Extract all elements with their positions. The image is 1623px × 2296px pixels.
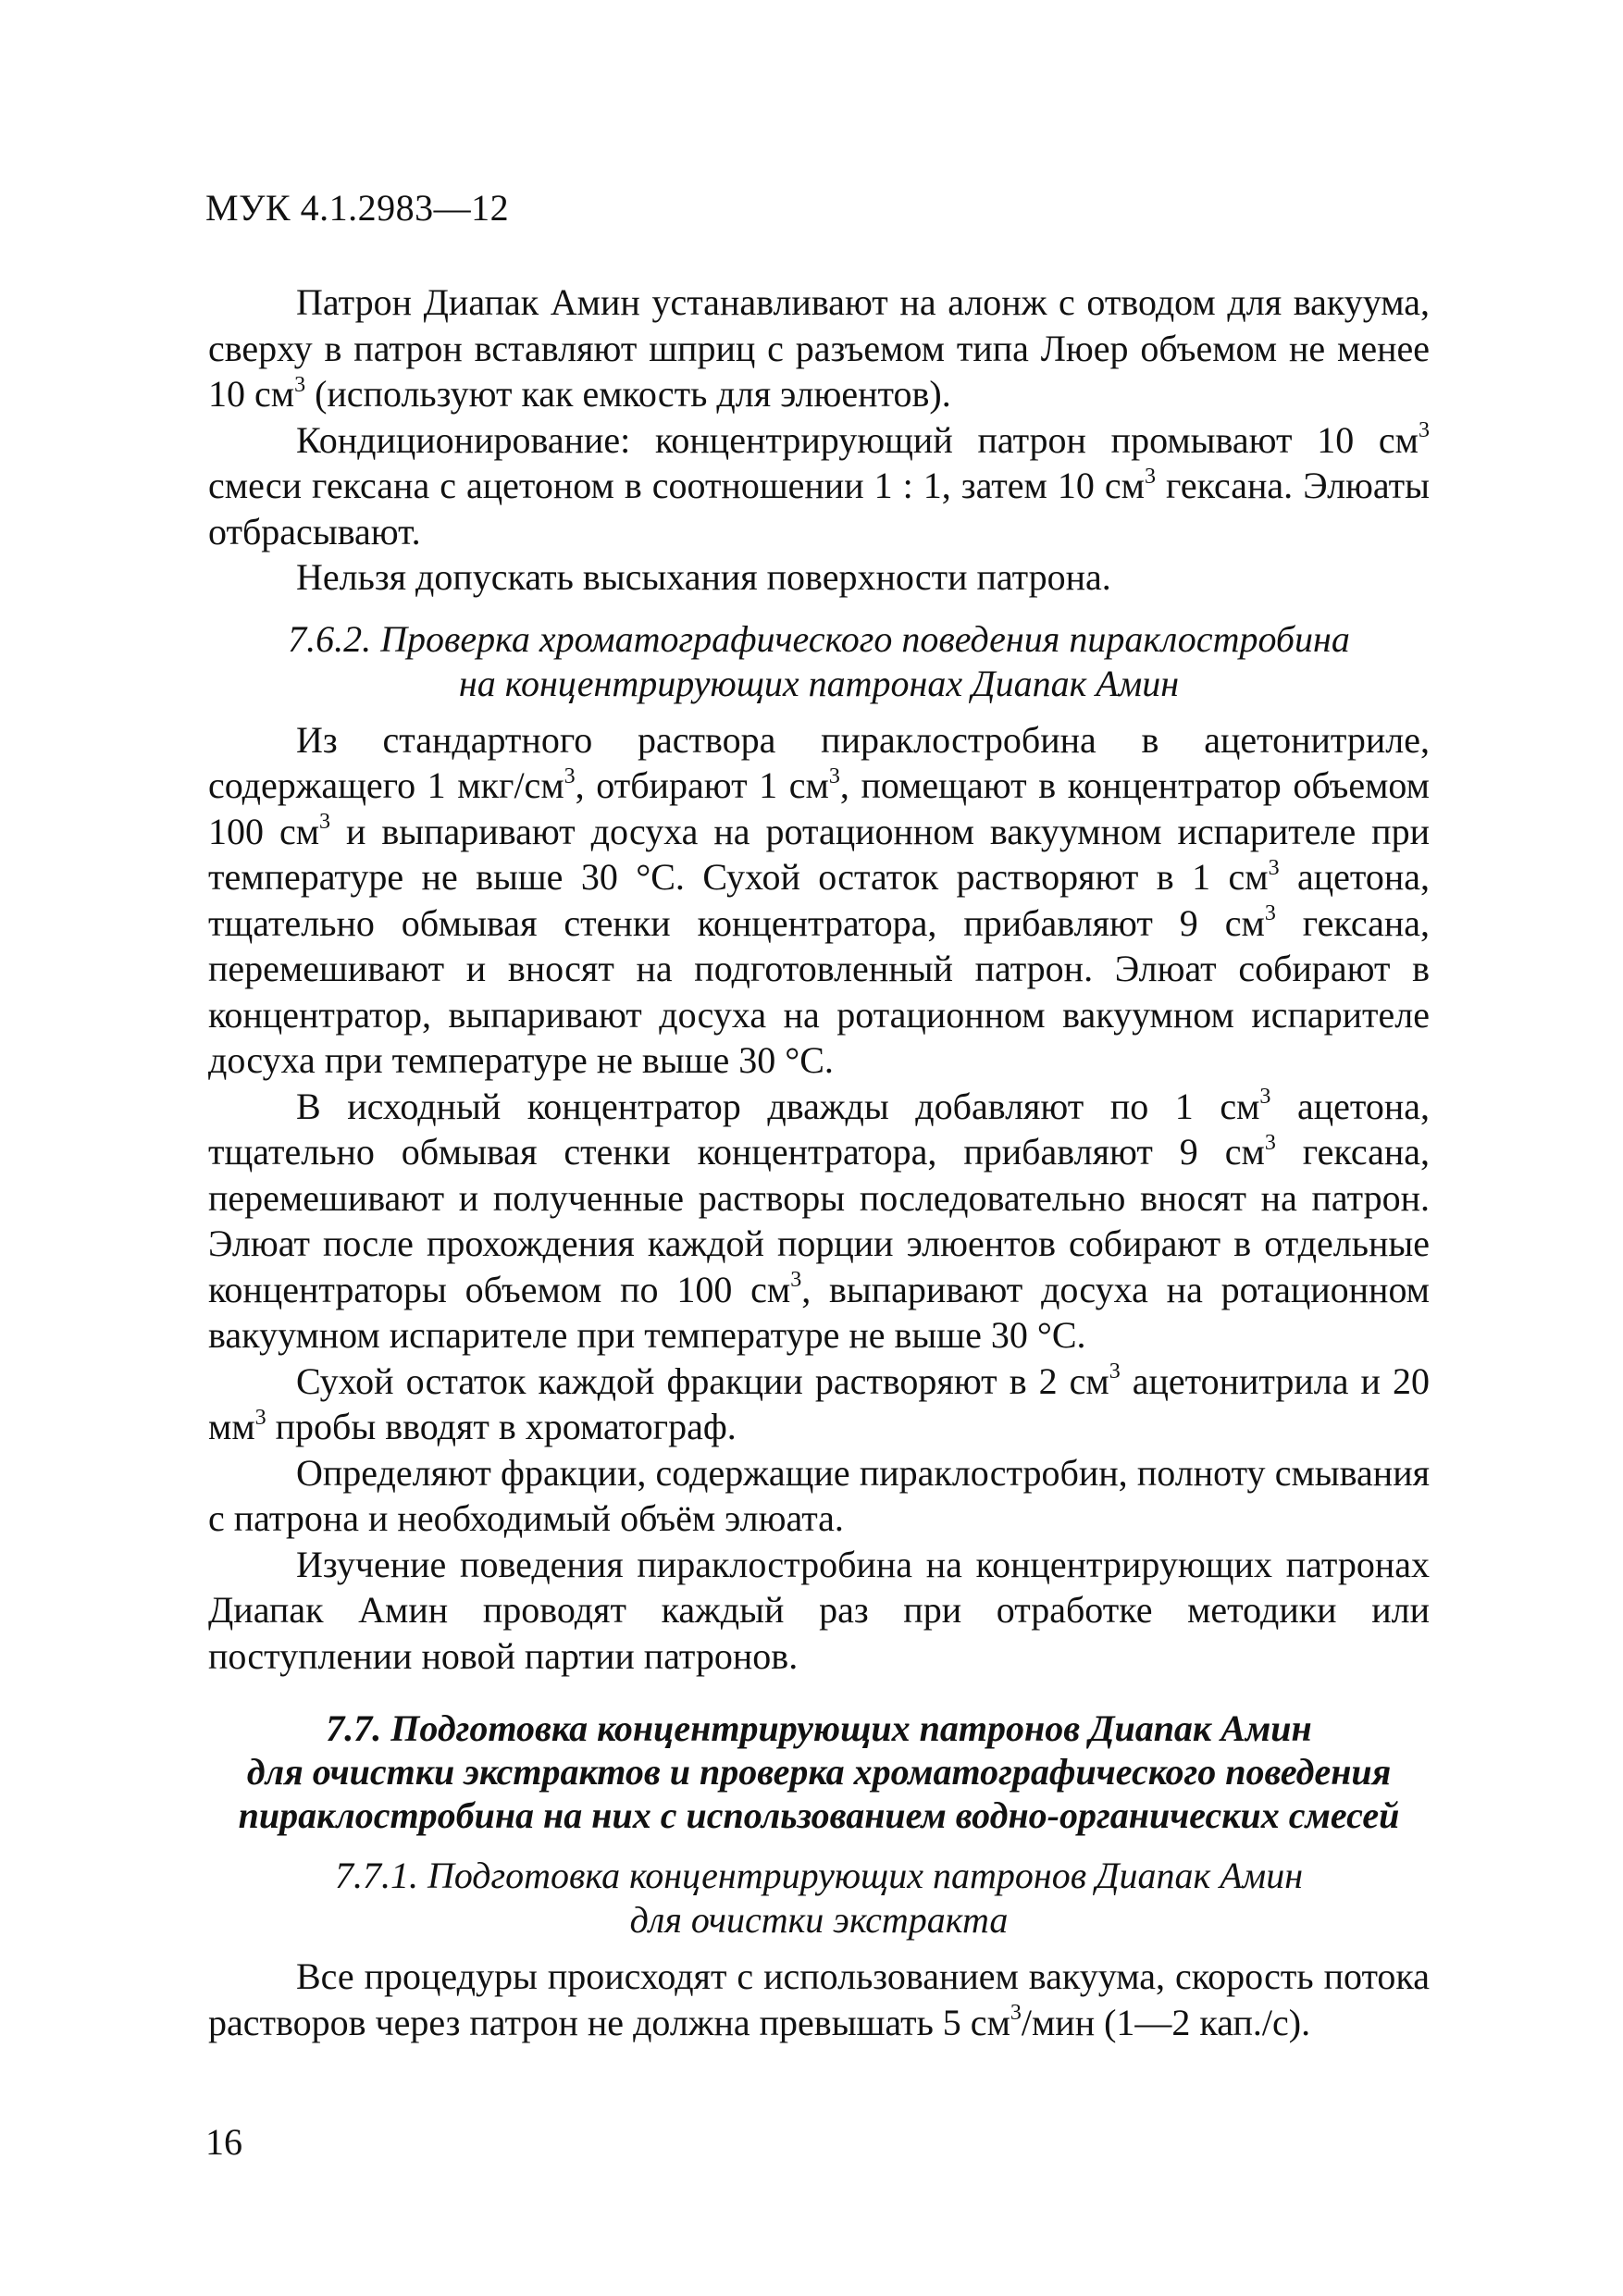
superscript-3: 3 bbox=[319, 810, 331, 835]
superscript-3: 3 bbox=[1264, 1130, 1276, 1155]
subsection-heading bbox=[208, 617, 1430, 706]
heading-line: 7.6.2. Проверка хроматографического поведения пираклостробина bbox=[288, 617, 1350, 660]
superscript-3: 3 bbox=[1264, 901, 1276, 926]
heading-line: на концентрирующих патронах Диапак Амин bbox=[458, 662, 1180, 704]
paragraph: Патрон Диапак Амин устанавливают на алонж с отводом для вакуума, сверху в патрон вставляют шприц с разъемом типа Люер объемом не менее 10 $см^3$ (используют как емкость для элюентов). bbox=[208, 281, 1430, 415]
paragraph: Определяют фракции, содержащие пираклостробин, полноту смывания с патрона и необходимый объём элюата. bbox=[208, 1451, 1430, 1539]
section-heading bbox=[208, 1706, 1430, 1837]
paragraph: Все процедуры происходят с использованием вакуума, скорость потока растворов через патрон не должна превышать 5 $см^3$/мин (1—2 кап./с). bbox=[208, 1955, 1430, 2043]
paragraph: Нельзя допускать высыхания поверхности патрона. bbox=[296, 556, 1111, 598]
heading-line: пираклостробина на них с использованием водно-органических смесей bbox=[238, 1794, 1400, 1836]
superscript-3: 3 bbox=[1109, 1359, 1121, 1384]
superscript-3: 3 bbox=[1010, 2001, 1022, 2026]
superscript-3: 3 bbox=[790, 1268, 802, 1293]
superscript-3: 3 bbox=[254, 1405, 266, 1430]
heading-line: 7.7. Подготовка концентрирующих патронов Диапак Амин bbox=[326, 1707, 1312, 1749]
paragraph: Изучение поведения пираклостробина на концентрирующих патронах Диапак Амин проводят каждый раз при отработке методики или поступлении новой партии патронов. bbox=[208, 1543, 1430, 1677]
superscript-3: 3 bbox=[828, 763, 840, 788]
superscript-3: 3 bbox=[564, 763, 576, 788]
paragraph: В исходный концентратор дважды добавляют по 1 $см^3$ ацетона, тщательно обмывая стенки концентратора, прибавляют 9 $см^3$ гексана, перемешивают и полученные растворы последовательно вносят на патрон. Элюат после прохождения каждой порции элюентов собирают в отдельные концентраторы объемом по 100 $см^3$, выпаривают досуха на ротационном вакуумном испарителе при температуре не выше 30 °С. bbox=[208, 1085, 1430, 1356]
heading-line: для очистки экстракта bbox=[629, 1899, 1009, 1941]
paragraph: Кондиционирование: концентрирующий патрон промывают 10 $см^3$ смеси гексана с ацетоном в соотношении 1 : 1, затем 10 $см^3$ гексана. Элюаты отбрасывают. bbox=[208, 418, 1430, 552]
page-number: 16 bbox=[205, 2121, 242, 2163]
superscript-3: 3 bbox=[1144, 464, 1156, 489]
superscript-3: 3 bbox=[294, 372, 306, 397]
superscript-3: 3 bbox=[1419, 418, 1430, 443]
superscript-3: 3 bbox=[1268, 855, 1280, 880]
page-content bbox=[208, 279, 1430, 2045]
superscript-3: 3 bbox=[1259, 1085, 1271, 1110]
heading-line: для очистки экстрактов и проверка хроматографического поведения bbox=[246, 1751, 1392, 1793]
document-code: МУК 4.1.2983—12 bbox=[205, 187, 510, 229]
heading-line: 7.7.1. Подготовка концентрирующих патронов Диапак Амин bbox=[334, 1855, 1304, 1896]
paragraph: Сухой остаток каждой фракции растворяют в 2 $см^3$ ацетонитрила и 20 $мм^3$ пробы вводят в хроматограф. bbox=[208, 1359, 1430, 1447]
subsection-heading bbox=[208, 1854, 1430, 1942]
paragraph: Из стандартного раствора пираклостробина в ацетонитриле, содержащего 1 мкг/$см^3$, отбирают 1 $см^3$, помещают в концентратор объемом 100 $см^3$ и выпаривают досуха на ротационном вакуумном испарителе при температуре не выше 30 °С. Сухой остаток растворяют в 1 $см^3$ ацетона, тщательно обмывая стенки концентратора, прибавляют 9 $см^3$ гексана, перемешивают и вносят на подготовленный патрон. Элюат собирают в концентратор, выпаривают досуха на ротационном вакуумном испарителе досуха при температуре не выше 30 °С. bbox=[208, 718, 1430, 1081]
